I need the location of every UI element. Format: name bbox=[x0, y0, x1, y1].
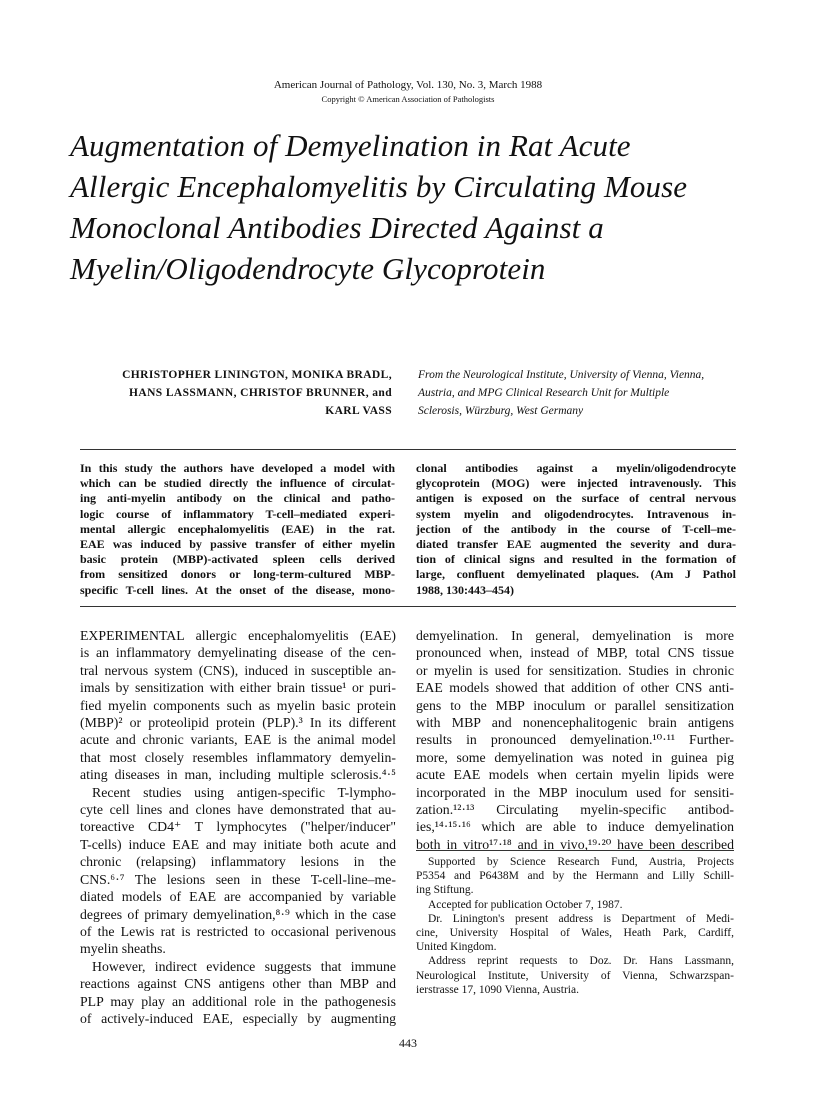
body-line: gens to the MBP inoculum or parallel sensitization bbox=[416, 697, 734, 713]
body-line: results in pronounced demyelination.¹⁰·¹¹ Further- bbox=[416, 732, 734, 748]
body-line: is an inflammatory demyelinating disease of the cen- bbox=[80, 645, 396, 661]
footnote-line: Neurological Institute, University of Vienna, Schwarzspan- bbox=[416, 969, 734, 982]
body-column-left bbox=[80, 627, 396, 1027]
body-line: T-cells) induce EAE and may initiate both acute and bbox=[80, 836, 396, 852]
footnote-line: P5354 and P6438M and by the Hermann and Lilly Schill- bbox=[416, 870, 734, 883]
footnote-line: Accepted for publication October 7, 1987. bbox=[428, 898, 623, 911]
abstract-column-left bbox=[80, 461, 395, 598]
footnote-rule bbox=[416, 850, 734, 851]
footnote-line: ierstrasse 17, 1090 Vienna, Austria. bbox=[416, 983, 579, 996]
body-line: Recent studies using antigen-specific T-lympho- bbox=[92, 784, 396, 800]
abstract-line: glycoprotein (MOG) were injected intravenously. This bbox=[416, 476, 736, 491]
footnote-line: Dr. Linington's present address is Department of Medi- bbox=[428, 912, 734, 925]
journal-citation: American Journal of Pathology, Vol. 130, No. 3, March 1988 bbox=[273, 79, 543, 91]
abstract-line: EAE was induced by passive transfer of either myelin bbox=[80, 537, 395, 552]
body-line: EAE models showed that addition of other CNS anti- bbox=[416, 680, 734, 696]
body-line: ating diseases in man, including multiple sclerosis.⁴·⁵ bbox=[80, 767, 396, 783]
affiliation-line: Sclerosis, Würzburg, West Germany bbox=[418, 405, 584, 417]
body-line: CNS.⁶·⁷ The lesions seen in these T-cell-line–me- bbox=[80, 871, 396, 887]
footnote-line: Address reprint requests to Doz. Dr. Hans Lassmann, bbox=[428, 955, 734, 968]
body-line: of the Lewis rat is restricted to occasional perivenous bbox=[80, 923, 396, 939]
body-line: EXPERIMENTAL allergic encephalomyelitis (EAE) bbox=[80, 628, 396, 643]
body-line: PLP may play an additional role in the pathogenesis bbox=[80, 993, 396, 1009]
body-line: However, indirect evidence suggests that immune bbox=[92, 958, 396, 974]
abstract-line: large, confluent demyelinated plaques. (Am J Pathol bbox=[416, 567, 736, 582]
abstract-line: from sensitized donors or long-term-cultured MBP- bbox=[80, 567, 395, 582]
body-line: pronounced when, instead of MBP, total CNS tissue bbox=[416, 645, 734, 661]
abstract-line: logic course of inflammatory T-cell–mediated experi- bbox=[80, 506, 395, 521]
abstract-line: 1988, 130:443–454) bbox=[416, 582, 514, 597]
abstract-bottom-rule bbox=[80, 606, 736, 607]
abstract-line: jection of the antibody in the course of T-cell–me- bbox=[416, 521, 736, 536]
affiliation bbox=[418, 366, 758, 420]
body-line: myelin sheaths. bbox=[80, 941, 166, 957]
affiliation-line: From the Neurological Institute, University of Vienna, Vienna, bbox=[418, 369, 705, 381]
body-line: both in vitro¹⁷·¹⁸ and in vivo,¹⁹·²⁰ have been described bbox=[416, 836, 734, 852]
abstract-line: basic protein (MBP)-activated spleen cells derived bbox=[80, 552, 395, 567]
author-list bbox=[80, 366, 392, 420]
abstract-line: clonal antibodies against a myelin/oligodendrocyte bbox=[416, 461, 736, 475]
body-column-right bbox=[416, 627, 734, 853]
body-line: zation.¹²·¹³ Circulating myelin-specific antibod- bbox=[416, 802, 734, 818]
abstract-line: antigen is exposed on the surface of central nervous bbox=[416, 491, 736, 506]
body-line: (MBP)² or proteolipid protein (PLP).³ In its different bbox=[80, 715, 396, 731]
abstract-top-rule bbox=[80, 449, 736, 450]
body-line: chronic (relapsing) inflammatory lesions in the bbox=[80, 854, 396, 870]
abstract-column-right bbox=[416, 461, 736, 598]
body-line: demyelination. In general, demyelination is more bbox=[416, 628, 734, 643]
abstract-line: specific T-cell lines. At the onset of the disease, mono- bbox=[80, 582, 395, 597]
article-title bbox=[70, 125, 760, 289]
body-line: with MBP and nonencephalitogenic brain antigens bbox=[416, 715, 734, 731]
abstract-line: tion of clinical signs and resulted in the formation of bbox=[416, 552, 736, 567]
body-line: reactions against CNS antigens other than MBP and bbox=[80, 976, 396, 992]
title-line: Allergic Encephalomyelitis by Circulating Mouse bbox=[70, 169, 688, 204]
body-line: cyte cell lines and clones have demonstrated that au- bbox=[80, 802, 396, 818]
affiliation-line: Austria, and MPG Clinical Research Unit for Multiple bbox=[418, 387, 670, 399]
author-line: HANS LASSMANN, CHRISTOF BRUNNER, and bbox=[129, 387, 392, 399]
copyright-line: Copyright © American Association of Pathologists bbox=[321, 94, 495, 104]
abstract-line: system myelin and oligodendrocytes. Intravenous in- bbox=[416, 506, 736, 521]
body-line: or myelin is used for sensitization. Studies in chronic bbox=[416, 662, 734, 678]
footnote-line: United Kingdom. bbox=[416, 941, 497, 954]
title-line: Augmentation of Demyelination in Rat Acute bbox=[70, 128, 631, 163]
title-line: Myelin/Oligodendrocyte Glycoprotein bbox=[70, 251, 546, 286]
abstract-line: which can be studied directly the influence of circulat- bbox=[80, 476, 395, 491]
body-line: imals by sensitization with either brain tissue¹ or puri- bbox=[80, 680, 396, 696]
footnote-line: ing Stiftung. bbox=[416, 884, 474, 897]
author-line: KARL VASS bbox=[325, 405, 392, 417]
footnotes bbox=[416, 855, 734, 997]
body-line: diated models of EAE are accompanied by variable bbox=[80, 889, 396, 905]
abstract-line: diated transfer EAE augmented the severity and dura- bbox=[416, 537, 736, 552]
body-line: tral nervous system (CNS), induced in susceptible an- bbox=[80, 662, 396, 678]
footnote-line: cine, University Hospital of Wales, Heath Park, Cardiff, bbox=[416, 927, 734, 940]
abstract-line: mental allergic encephalomyelitis (EAE) in the rat. bbox=[80, 521, 395, 536]
footnote-line: Supported by Science Research Fund, Austria, Projects bbox=[428, 856, 734, 868]
body-line: fied myelin components such as myelin basic protein bbox=[80, 697, 396, 713]
abstract-line: ing anti-myelin antibody on the clinical and patho- bbox=[80, 491, 395, 506]
body-line: acute EAE models when certain myelin lipids were bbox=[416, 767, 734, 783]
body-line: more, some demyelination was noted in guinea pig bbox=[416, 749, 734, 765]
body-line: incorporated in the MBP inoculum used for sensiti- bbox=[416, 784, 734, 800]
body-line: of actively-induced EAE, especially by augmenting bbox=[80, 1010, 396, 1026]
page-number: 443 bbox=[399, 1036, 417, 1050]
body-line: ies,¹⁴·¹⁵·¹⁶ which are able to induce demyelination bbox=[416, 819, 734, 835]
title-line: Monoclonal Antibodies Directed Against a bbox=[70, 210, 604, 245]
body-line: degrees of primary demyelination,⁸·⁹ which in the case bbox=[80, 906, 396, 922]
body-line: acute and chronic variants, EAE is the animal model bbox=[80, 732, 396, 748]
author-line: CHRISTOPHER LININGTON, MONIKA BRADL, bbox=[122, 369, 392, 381]
abstract-line: In this study the authors have developed a model with bbox=[80, 461, 395, 475]
body-line: that most closely resembles inflammatory demyelin- bbox=[80, 749, 396, 765]
body-line: toreactive CD4⁺ T lymphocytes ("helper/inducer" bbox=[80, 819, 396, 835]
